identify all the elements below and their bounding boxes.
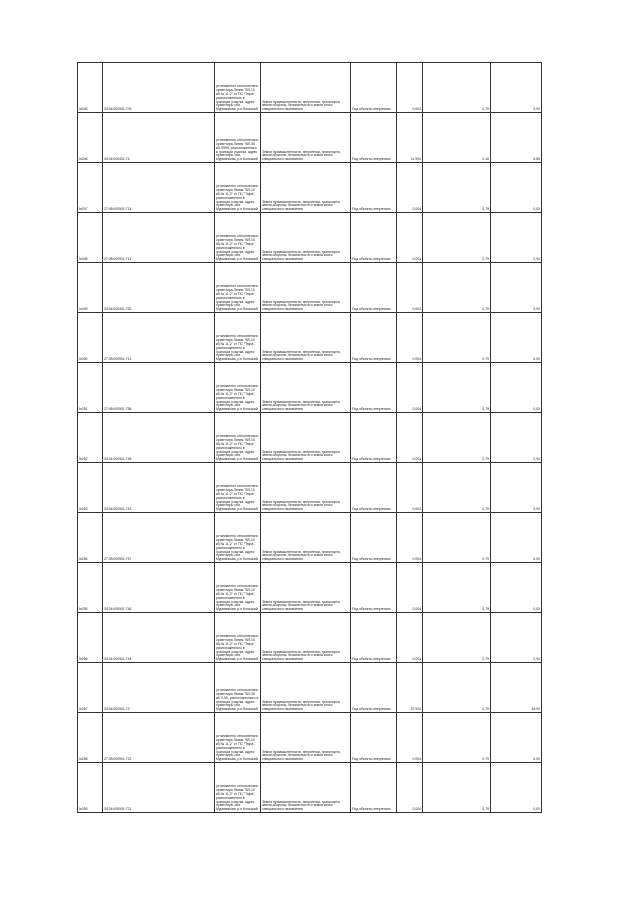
area-cell: 0,004 [397, 563, 423, 613]
rate-cell: 0,79 [423, 763, 491, 813]
area-cell: 0,004 [397, 63, 423, 113]
area-cell: 0,004 [397, 613, 423, 663]
cadastral-number-cell: 27:08:000901:722 [103, 713, 215, 763]
row-id-cell: Ін258 [78, 713, 103, 763]
area-cell: 57,904 [397, 663, 423, 713]
row-id-cell: Ін256 [78, 613, 103, 663]
area-cell: 0,004 [397, 213, 423, 263]
permitted-use-cell: Под объекты энергетики [351, 663, 397, 713]
location-description-cell: установлено относительно ориентира Линия "ВЛ-10 кВ № 11,2" от ПС "Тюра", расположенного в границах участка. адрес ориентира: обл. Мурманская, р-н Кольский [215, 363, 261, 413]
table-row [78, 463, 542, 513]
rate-cell: 0,79 [423, 363, 491, 413]
area-cell: 0,004 [397, 513, 423, 563]
table-body [78, 63, 542, 813]
rate-cell: 0,79 [423, 663, 491, 713]
table-row [78, 613, 542, 663]
amount-cell: 0,00 [491, 213, 542, 263]
rate-cell: 0,79 [423, 163, 491, 213]
permitted-use-cell: Под объекты энергетики [351, 713, 397, 763]
cadastral-number-cell: 3/104:000901:715 [103, 463, 215, 513]
land-category-cell: Земли промышленности, энергетики, транспорта, земли обороны, безопасности и земли иного специального назначения [261, 513, 351, 563]
row-id-cell: Ін255 [78, 563, 103, 613]
permitted-use-cell: Под объекты энергетики [351, 463, 397, 513]
area-cell: 0,004 [397, 413, 423, 463]
amount-cell: 0,00 [491, 513, 542, 563]
cadastral-number-cell: 3/104:000901:73 [103, 663, 215, 713]
cadastral-number-cell: 27:08:000901:758 [103, 363, 215, 413]
row-id-cell: Ін249 [78, 263, 103, 313]
location-description-cell: установлено относительно ориентира Линия "ВЛ-10 кВ № 11,2" от ПС "Тюра", расположенного в границах участка. адрес ориентира: обл. Мурманская, р-н Кольский [215, 413, 261, 463]
row-id-cell: Ін248 [78, 213, 103, 263]
rate-cell: 0,79 [423, 713, 491, 763]
land-category-cell: Земли промышленности, энергетики, транспорта, земли обороны, безопасности и земли иного специального назначения [261, 313, 351, 363]
land-category-cell: Земли промышленности, энергетики, транспорта, земли обороны, безопасности и земли иного специального назначения [261, 213, 351, 263]
location-description-cell: установлено относительно ориентира Линия "ВЛ-10 кВ № 11,2" от ПС "Тюра", расположенного в границах участка. адрес ориентира: обл. Мурманская, р-н Кольский [215, 613, 261, 663]
amount-cell: 0,00 [491, 263, 542, 313]
table-row [78, 413, 542, 463]
amount-cell: 6,85 [491, 113, 542, 163]
table-row [78, 513, 542, 563]
table-row [78, 563, 542, 613]
row-id-cell: Ін254 [78, 513, 103, 563]
row-id-cell: Ін246 [78, 113, 103, 163]
rate-cell: 0,79 [423, 263, 491, 313]
land-category-cell: Земли промышленности, энергетики, транспорта, земли обороны, безопасности и земли иного специального назначения [261, 463, 351, 513]
area-cell: 0,004 [397, 313, 423, 363]
land-category-cell: Земли промышленности, энергетики, транспорта, земли обороны, безопасности и земли иного специального назначения [261, 613, 351, 663]
table-row [78, 713, 542, 763]
permitted-use-cell: Под объекты энергетики [351, 63, 397, 113]
cadastral-number-cell: 27:08:000901:757 [103, 513, 215, 563]
cadastral-number-cell: 27:08:000901:711 [103, 213, 215, 263]
rate-cell: 0,79 [423, 213, 491, 263]
rate-cell: 0,79 [423, 63, 491, 113]
amount-cell: 0,00 [491, 363, 542, 413]
land-category-cell: Земли промышленности, энергетики, транспорта, земли обороны, безопасности и земли иного специального назначения [261, 563, 351, 613]
cadastral-number-cell: 3/104:000401:74 [103, 113, 215, 163]
permitted-use-cell: Под объекты энергетики [351, 263, 397, 313]
table-row [78, 113, 542, 163]
cadastral-number-cell: 27:08:000901:714 [103, 163, 215, 213]
location-description-cell: установлено относительно ориентира Линия "ВЛ-10 кВ № 11,2" от ПС "Тюра", расположенного в границах участка. адрес ориентира: обл. Мурманская, р-н Кольский [215, 213, 261, 263]
permitted-use-cell: Под объекты энергетики [351, 313, 397, 363]
cadastral-number-cell: 3/104:000901:709 [103, 63, 215, 113]
land-plots-table [77, 62, 542, 813]
amount-cell: 0,00 [491, 713, 542, 763]
rate-cell: 0,79 [423, 313, 491, 363]
permitted-use-cell: Под объекты энергетики [351, 413, 397, 463]
rate-cell: 0,16 [423, 113, 491, 163]
area-cell: 0,004 [397, 463, 423, 513]
rate-cell: 0,79 [423, 513, 491, 563]
land-category-cell: Земли промышленности, энергетики, транспорта, земли обороны, безопасности и земли иного специального назначения [261, 63, 351, 113]
permitted-use-cell: Под объекты энергетики [351, 513, 397, 563]
amount-cell: 0,00 [491, 463, 542, 513]
cadastral-number-cell: 3/104:000401:752 [103, 263, 215, 313]
location-description-cell: установлено относительно ориентира Линия "ВЛ-10 кВ № 11,2" от ПС "Тюра", расположенного в границах участка. адрес ориентира: обл. Мурманская, р-н Кольский [215, 713, 261, 763]
land-category-cell: Земли промышленности, энергетики, транспорта, земли обороны, безопасности и земли иного специального назначения [261, 263, 351, 313]
land-category-cell: Земли промышленности, энергетики, транспорта, земли обороны, безопасности и земли иного специального назначения [261, 713, 351, 763]
location-description-cell: установлено относительно ориентира Линия "ВЛ-10 кВ № 11,2" от ПС "Тюра", расположенного в границах участка. адрес ориентира: обл. Мурманская, р-н Кольский [215, 163, 261, 213]
rate-cell: 0,79 [423, 413, 491, 463]
location-description-cell: установлено относительно ориентира Линия "ВЛ-10 кВ № 11,2" от ПС "Тюра", расположенного в границах участка. адрес ориентира: обл. Мурманская, р-н Кольский [215, 563, 261, 613]
table-row [78, 663, 542, 713]
row-id-cell: Ін259 [78, 763, 103, 813]
location-description-cell: установлено относительно ориентира Линия "ВЛ-35 кВ ЛЛ95, расположенного в границах участка. адрес ориентира: обл. Мурманская, р-н Кольский [215, 113, 261, 163]
amount-cell: 0,00 [491, 613, 542, 663]
table-row [78, 63, 542, 113]
land-category-cell: Земли промышленности, энергетики, транспорта, земли обороны, безопасности и земли иного специального назначения [261, 413, 351, 463]
table-row [78, 163, 542, 213]
land-category-cell: Земли промышленности, энергетики, транспорта, земли обороны, безопасности и земли иного специального назначения [261, 363, 351, 413]
permitted-use-cell: Под объекты энергетики [351, 763, 397, 813]
table-row [78, 263, 542, 313]
amount-cell: 0,00 [491, 413, 542, 463]
permitted-use-cell: Под объекты энергетики [351, 363, 397, 413]
cadastral-number-cell: 27:08:000901:712 [103, 313, 215, 363]
area-cell: 0,004 [397, 763, 423, 813]
table-row [78, 763, 542, 813]
permitted-use-cell: Под объекты энергетики [351, 563, 397, 613]
amount-cell: 0,00 [491, 763, 542, 813]
area-cell: 11,904 [397, 113, 423, 163]
row-id-cell: Ін252 [78, 413, 103, 463]
amount-cell: 0,00 [491, 313, 542, 363]
rate-cell: 0,79 [423, 613, 491, 663]
cadastral-number-cell: 3/104:000901:744 [103, 613, 215, 663]
row-id-cell: Ін253 [78, 463, 103, 513]
land-category-cell: Земли промышленности, энергетики, транспорта, земли обороны, безопасности и земли иного специального назначения [261, 663, 351, 713]
amount-cell: 0,00 [491, 63, 542, 113]
cadastral-number-cell: 3/104:000901:746 [103, 563, 215, 613]
permitted-use-cell: Под объекты энергетики [351, 613, 397, 663]
permitted-use-cell: Под объекты энергетики [351, 163, 397, 213]
location-description-cell: установлено относительно ориентира Линия "ВЛ-10 кВ № 11,2" от ПС "Тюра", расположенного в границах участка. адрес ориентира: обл. Мурманская, р-н Кольский [215, 763, 261, 813]
table-row [78, 313, 542, 363]
row-id-cell: Ін247 [78, 163, 103, 213]
row-id-cell: Ін250 [78, 313, 103, 363]
area-cell: 0,004 [397, 713, 423, 763]
permitted-use-cell: Под объекты энергетики [351, 113, 397, 163]
rate-cell: 0,79 [423, 463, 491, 513]
cadastral-number-cell: 3/104:000901:748 [103, 413, 215, 463]
rate-cell: 0,79 [423, 563, 491, 613]
location-description-cell: установлено относительно ориентира Линия "ВЛ-10 кВ № 11,2" от ПС "Тюра", расположенного в границах участка. адрес ориентира: обл. Мурманская, р-н Кольский [215, 513, 261, 563]
location-description-cell: установлено относительно ориентира Линия "ВЛ-10 кВ № 11,2" от ПС "Тюра", расположенного в границах участка. адрес ориентира: обл. Мурманская, р-н Кольский [215, 63, 261, 113]
location-description-cell: установлено относительно ориентира Линия "ВЛ-35 кВ Л-95, расположенного в границах участка. адрес ориентира: обл. Мурманская, р-н Кольский [215, 663, 261, 713]
land-category-cell: Земли промышленности, энергетики, транспорта, земли обороны, безопасности и земли иного специального назначения [261, 113, 351, 163]
row-id-cell: Ін245 [78, 63, 103, 113]
table-row [78, 363, 542, 413]
location-description-cell: установлено относительно ориентира Линия "ВЛ-10 кВ № 11,2" от ПС "Тюра", расположенного в границах участка. адрес ориентира: обл. Мурманская, р-н Кольский [215, 463, 261, 513]
amount-cell: 45,00 [491, 663, 542, 713]
land-category-cell: Земли промышленности, энергетики, транспорта, земли обороны, безопасности и земли иного специального назначения [261, 163, 351, 213]
location-description-cell: установлено относительно ориентира Линия "ВЛ-10 кВ № 11,2" от ПС "Тюра", расположенного в границах участка. адрес ориентира: обл. Мурманская, р-н Кольский [215, 313, 261, 363]
row-id-cell: Ін251 [78, 363, 103, 413]
cadastral-number-cell: 3/104:000901:721 [103, 763, 215, 813]
row-id-cell: Ін257 [78, 663, 103, 713]
location-description-cell: установлено относительно ориентира Линия "ВЛ-10 кВ № 11,2" от ПС "Тюра", расположенного в границах участка. адрес ориентира: обл. Мурманская, р-н Кольский [215, 263, 261, 313]
permitted-use-cell: Под объекты энергетики [351, 213, 397, 263]
area-cell: 0,004 [397, 363, 423, 413]
table-row [78, 213, 542, 263]
amount-cell: 0,00 [491, 163, 542, 213]
land-category-cell: Земли промышленности, энергетики, транспорта, земли обороны, безопасности и земли иного специального назначения [261, 763, 351, 813]
amount-cell: 0,00 [491, 563, 542, 613]
area-cell: 0,004 [397, 263, 423, 313]
area-cell: 0,004 [397, 163, 423, 213]
